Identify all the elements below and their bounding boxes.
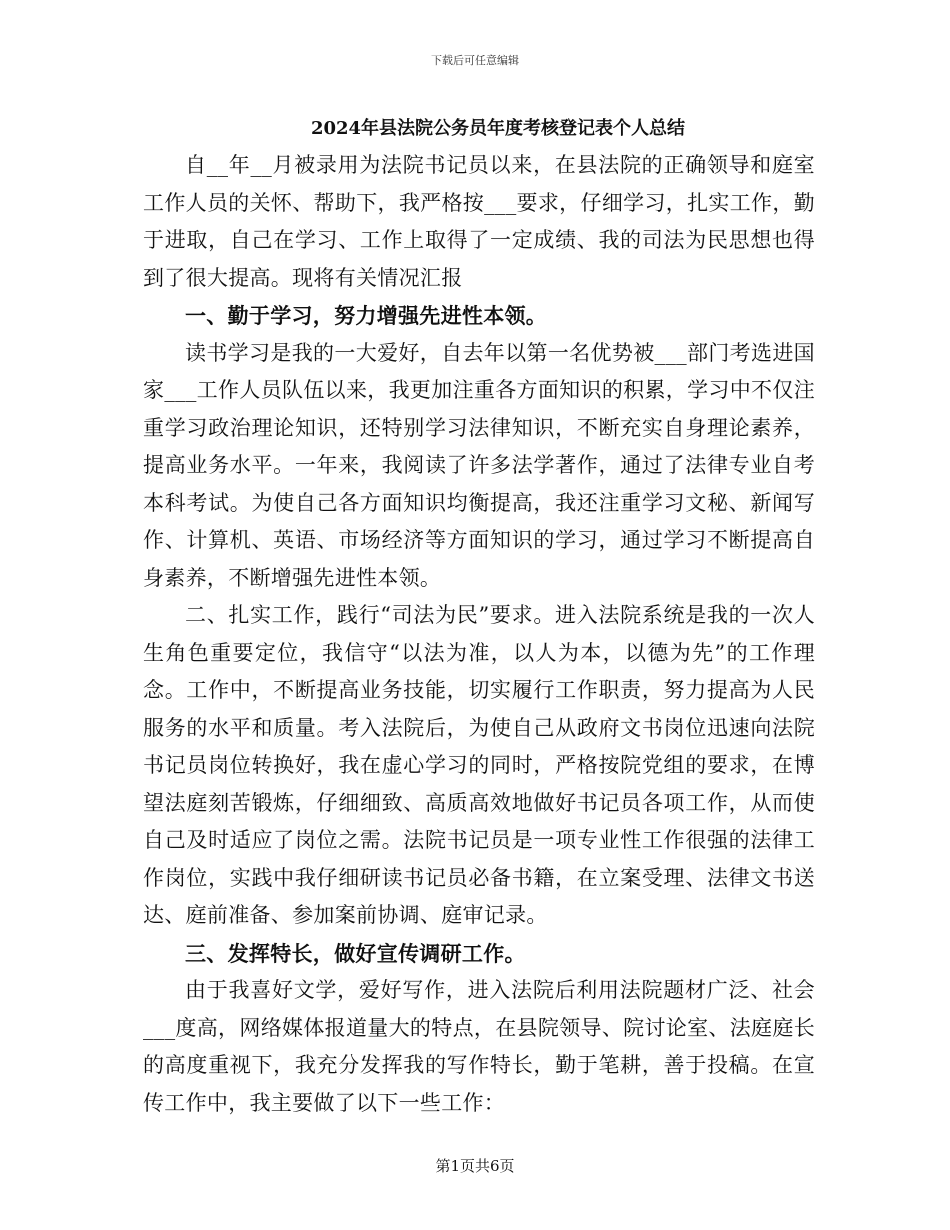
paragraph-work: 二、扎实工作，践行“司法为民”要求。进入法院系统是我的一次人生角色重要定位，我信守“以法为准，以人为本，以德为先”的工作理念。工作中，不断提高业务技能，切实履行工作职责，努力提高为人民服务的水平和质量。考入法院后，为使自己从政府文书岗位迅速向法院书记员岗位转换好，我在虚心学习的同时，严格按院党组的要求，在博望法庭刻苦锻炼，仔细细致、高质高效地做好书记员各项工作，从而使自己及时适应了岗位之需。法院书记员是一项专业性工作很强的法律工作岗位，实践中我仔细研读书记员必备书籍，在立案受理、法律文书送达、庭前准备、参加案前协调、庭审记录。 (143, 603, 815, 927)
paragraph-study: 读书学习是我的一大爱好，自去年以第一名优势被___部门考选进国家___工作人员队伍以来，我更加注重各方面知识的积累，学习中不仅注重学习政治理论知识，还特别学习法律知识，不断充实自身理论素养，提高业务水平。一年来，我阅读了许多法学著作，通过了法律专业自考本科考试。为使自己各方面知识均衡提高，我还注重学习文秘、新闻写作、计算机、英语、市场经济等方面知识的学习，通过学习不断提高自身素养，不断增强先进性本领。 (143, 340, 815, 590)
document-title: 2024年县法院公务员年度考核登记表个人总结 (310, 118, 686, 139)
paragraph-intro: 自__年__月被录用为法院书记员以来，在县法院的正确领导和庭室工作人员的关怀、帮助下，我严格按___要求，仔细学习，扎实工作，勤于进取，自己在学习、工作上取得了一定成绩、我的司法为民思想也得到了很大提高。现将有关情况汇报 (143, 153, 815, 290)
section-heading-publicity: 三、发挥特长，做好宣传调研工作。 (185, 940, 526, 966)
paragraph-publicity: 由于我喜好文学，爱好写作，进入法院后利用法院题材广泛、社会___度高，网络媒体报道量大的特点，在县院领导、院讨论室、法庭庭长的高度重视下，我充分发挥我的写作特长，勤于笔耕，善于投稿。在宣传工作中，我主要做了以下一些工作： (143, 978, 815, 1115)
header-note: 下载后可任意编辑 (431, 54, 519, 67)
document-body (143, 113, 815, 1122)
page-number: 第1页共6页 (435, 1157, 515, 1175)
section-heading-study: 一、勤于学习，努力增强先进性本领。 (185, 303, 548, 328)
